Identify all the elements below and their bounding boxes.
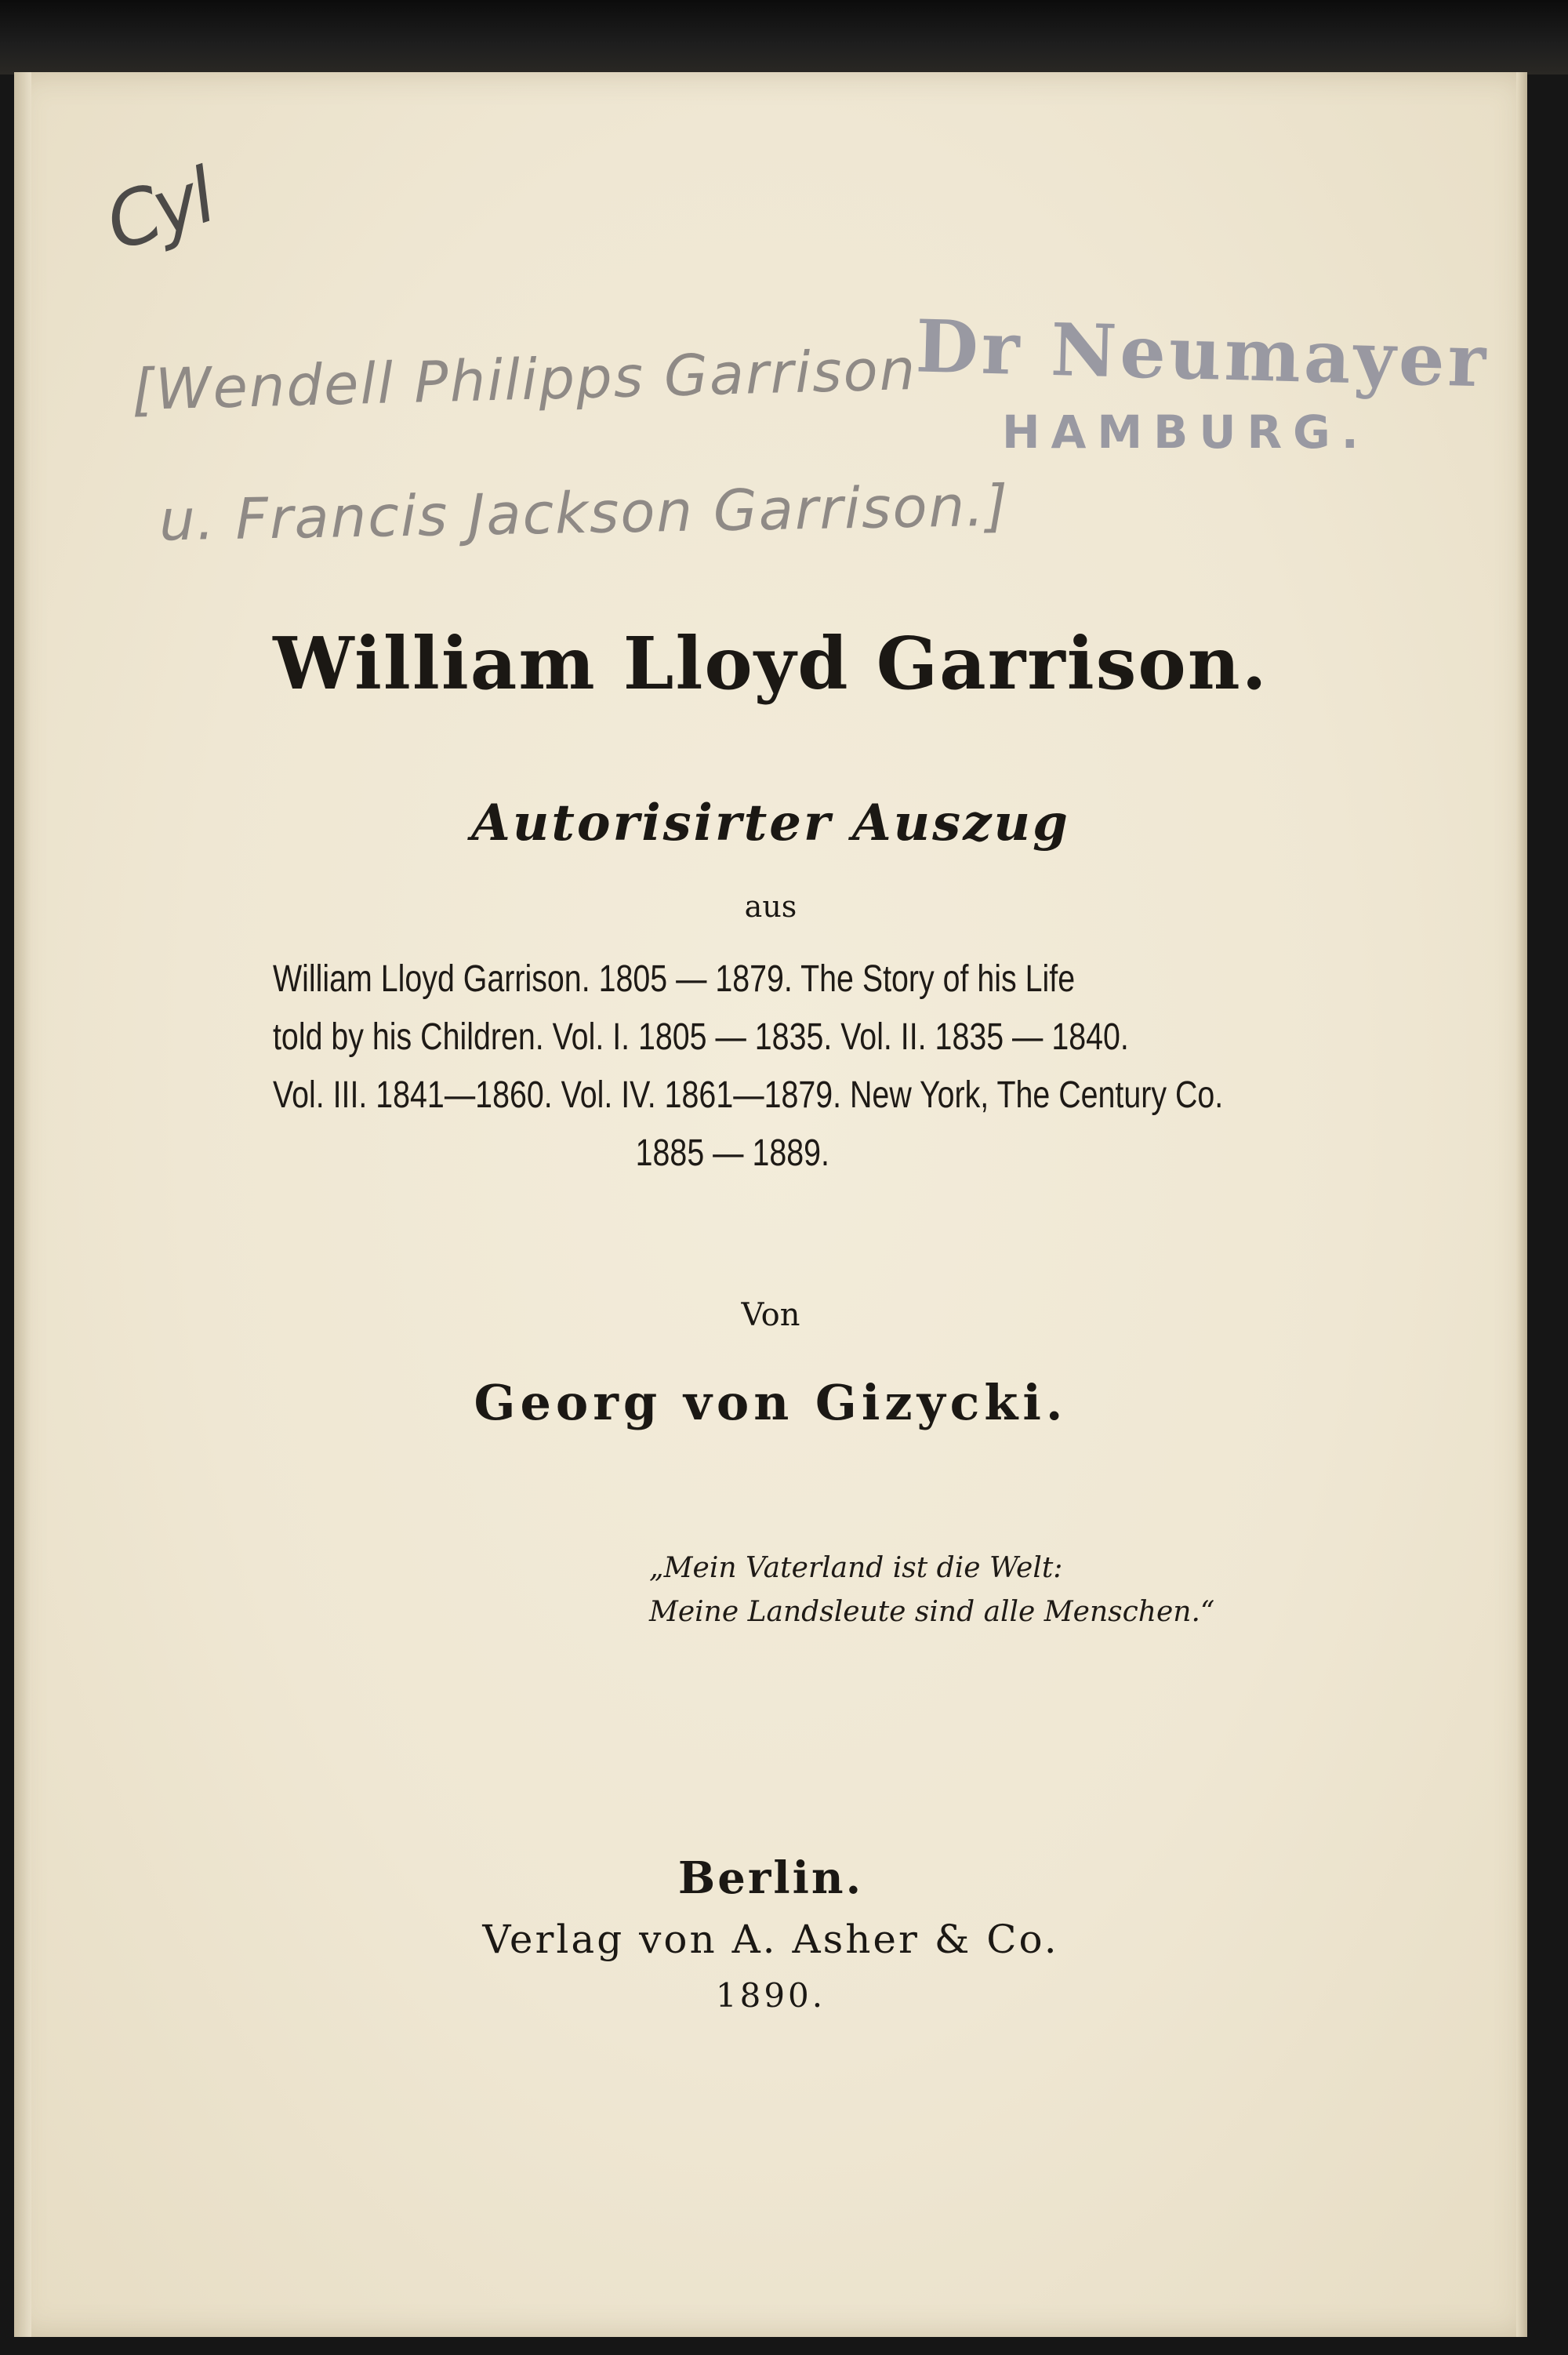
source-citation — [273, 950, 1224, 1183]
citation-line: Vol. III. 1841—1860. Vol. IV. 1861—1879. New York, The Century Co. — [273, 1074, 1224, 1116]
citation-line: William Lloyd Garrison. 1805 — 1879. The Story of his Life — [273, 958, 1076, 1000]
stamp-name: Dr Neumayer — [914, 303, 1490, 404]
motto-line-1: „Mein Vaterland ist die Welt: — [649, 1552, 1063, 1584]
citation-line: 1885 — 1889. — [635, 1132, 829, 1174]
book-subtitle: Autorisirter Auszug — [471, 794, 1070, 852]
book-title: William Lloyd Garrison. — [273, 621, 1269, 706]
handwritten-shelf-mark: Cyl — [95, 152, 222, 268]
ownership-stamp — [900, 303, 1490, 476]
book-binding-top — [0, 0, 1568, 75]
motto — [649, 1546, 1214, 1634]
title-page — [14, 72, 1527, 2337]
author-name: Georg von Gizycki. — [474, 1374, 1068, 1431]
handwritten-note-line-1: [Wendell Philipps Garrison — [131, 336, 918, 423]
stamp-city: HAMBURG. — [1002, 405, 1370, 459]
imprint-place: Berlin. — [677, 1852, 864, 1904]
connector-von: Von — [741, 1297, 800, 1333]
imprint-year: 1890. — [715, 1976, 826, 2015]
citation-line: told by his Children. Vol. I. 1805 — 1835. Vol. II. 1835 — 1840. — [273, 1016, 1129, 1058]
connector-aus: aus — [744, 889, 797, 924]
imprint-publisher: Verlag von A. Asher & Co. — [482, 1917, 1059, 1962]
handwritten-note-line-2: u. Francis Jackson Garrison.] — [158, 472, 1010, 554]
motto-line-2: Meine Landsleute sind alle Menschen.“ — [649, 1596, 1215, 1628]
